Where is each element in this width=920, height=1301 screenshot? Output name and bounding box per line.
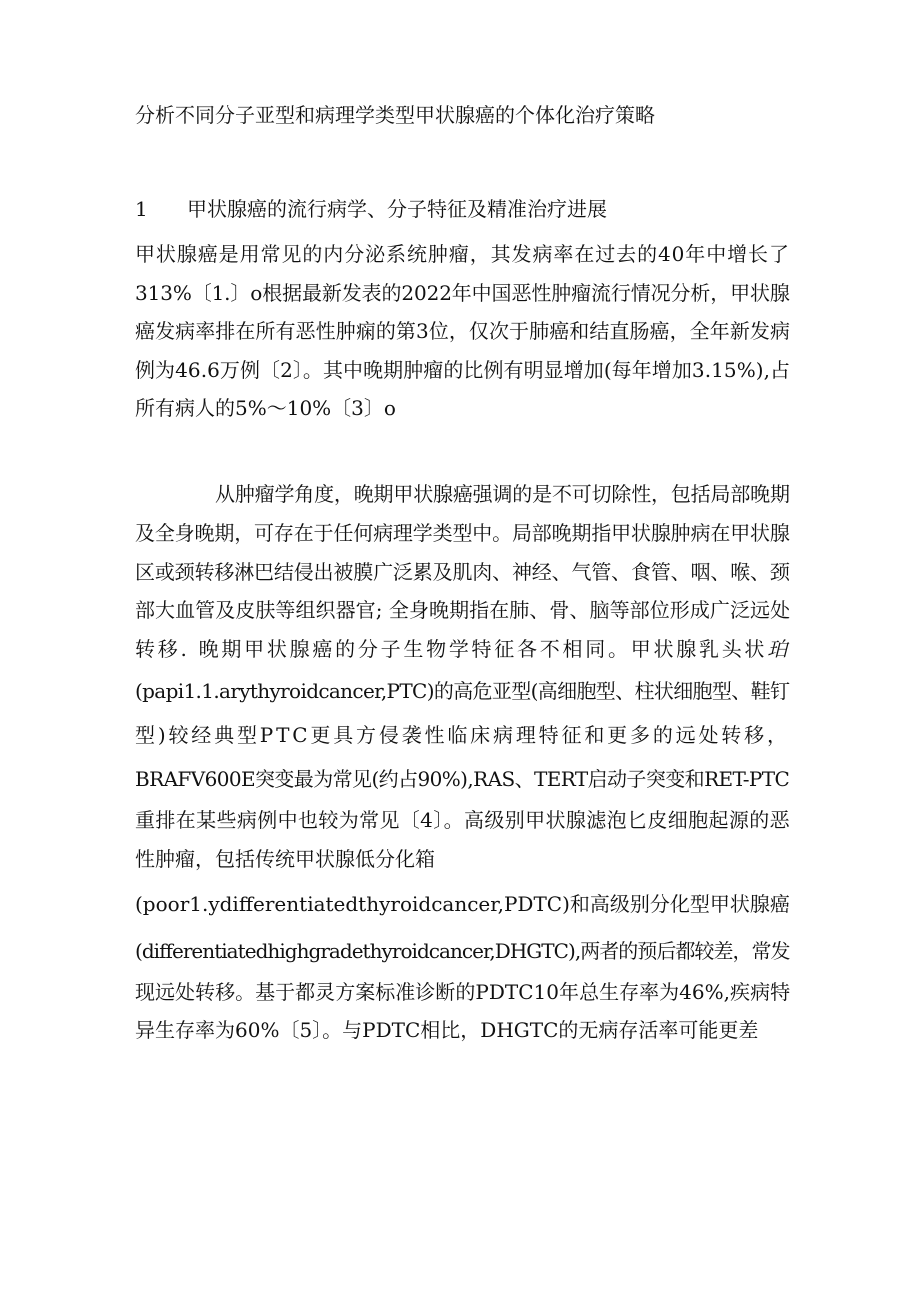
paragraph-line: 癌发病率排在所有恶性肿痫的第3位，仅次于肺癌和结直肠癌，全年新发病	[135, 319, 791, 344]
section-heading-text: 甲状腺癌的流行病学、分子特征及精准治疗进展	[187, 197, 607, 221]
paragraph-line: (differentiatedhighgradethyroidcancer,DHGTC),两者的预后都较差，常发	[135, 938, 790, 963]
section-heading	[135, 193, 815, 225]
paragraph-line: 重排在某些病例中也较为常见〔4〕。高级别甲状腺滤泡匕皮细胞起源的恶	[135, 807, 790, 832]
paragraph-line: 现远处转移。基于都灵方案标准诊断的PDTC10年总生存率为46%,疾病特	[135, 979, 791, 1004]
paragraph-line: 性肿瘤，包括传统甲状腺低分化箱	[135, 846, 435, 871]
paragraph-line: 型)较经典型PTC更具方侵袭性临床病理特征和更多的远处转移，	[135, 722, 790, 747]
paragraph-molecular-features	[135, 475, 790, 1050]
paragraph-line-text: 转移. 晚期甲状腺癌的分子生物学特征各不相同。甲状腺乳头状	[135, 637, 768, 662]
paragraph-line: 从肿瘤学角度，晚期甲状腺癌强调的是不可切除性，包括局部晚期	[215, 482, 790, 506]
paragraph-line: 313%〔1.〕o根据最新发表的2022年中国恶性肿瘤流行情况分析，甲状腺	[135, 280, 790, 305]
paragraph-line: BRAFV600E突变最为常见(约占90%),RAS、TERT启动子突变和RET-PTC	[135, 766, 790, 791]
paragraph-line: 甲状腺癌是用常见的内分泌系统肿瘤，其发病率在过去的40年中增长了	[135, 242, 790, 266]
paragraph-line: 所有病人的5%～10%〔3〕o	[135, 396, 396, 421]
paragraph-line: 例为46.6万例〔2〕。其中晚期肿瘤的比例有明显增加(每年增加3.15%),占	[135, 357, 791, 382]
paragraph-line: 部大血管及皮肤等组织器官; 全身晚期指在肺、骨、脑等部位形成广泛远处	[135, 598, 791, 623]
paragraph-line: 及全身晚期，可存在于任何病理学类型中。局部晚期指甲状腺肿病在甲状腺	[135, 520, 790, 545]
paragraph-line	[135, 630, 790, 669]
inline-glyph: 珀	[767, 637, 790, 662]
paragraph-line: (poor1.ydifferentiatedthyroidcancer,PDTC)和高级别分化型甲状腺癌	[135, 891, 790, 916]
paragraph-line: 区或颈转移淋巴结侵出被膜广泛累及肌肉、神经、气管、食管、咽、喉、颈	[135, 559, 790, 584]
document-title: 分析不同分子亚型和病理学类型甲状腺癌的个体化治疗策略	[135, 103, 655, 127]
section-number: 1	[135, 197, 148, 221]
paragraph-epidemiology	[135, 235, 790, 428]
paragraph-line: 异生存率为60%〔5〕。与PDTC相比，DHGTC的无病存活率可能更差	[135, 1018, 759, 1043]
paragraph-line: (papi1.1.arythyroidcancer,PTC)的高危亚型(高细胞型、柱状细胞型、鞋钉	[135, 678, 790, 703]
